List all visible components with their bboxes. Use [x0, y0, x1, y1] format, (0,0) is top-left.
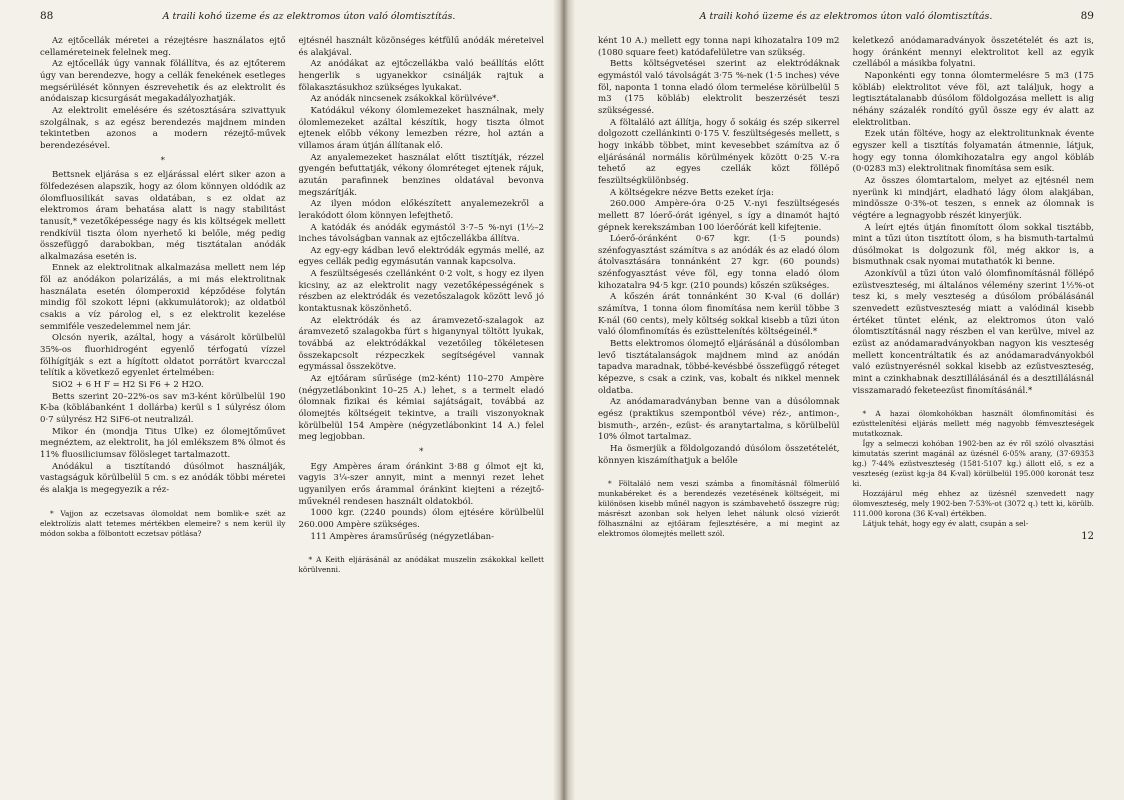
- paragraph: Ha ösmerjük a földolgozandó dúsólom összetételét, könnyen kiszámíthatjuk a belőle: [598, 443, 840, 466]
- footnote-text: Így a selmeczi kohóban 1902-ben az év ről szóló olvasztási kimutatás szerint magánál az üzésnél 6·05% arany, (37·69353 kg.) 7·44% ezüstveszteség (1581·5107 kg.) állott elő, s ez a veszteség (ezüst kg-ja 84 K-val) körülbelül 195.000 koronát tesz ki.: [852, 439, 1094, 489]
- paragraph: Az anyalemezeket használat előtt tisztítják, rézzel gyengén befuttatják, vékony ólomréteget ejtenek rájuk, azután parafinnek benzines oldatával bevonva megszárítják.: [298, 152, 544, 198]
- section-asterisk: *: [419, 446, 424, 457]
- running-title: A traili kohó üzeme és az elektromos úton való ólomtisztítás.: [162, 11, 456, 22]
- paragraph: Az ejtőcellák úgy vannak fölállítva, és az ejtőterem úgy van berendezve, hogy a cellák fenekének esetleges megsérülését könnyen észrevehetik és az elektrolit és anódaiszap kicsurgását megakadályozhatják.: [40, 59, 286, 105]
- paragraph: Az anódamaradványban benne van a dúsólomnak egész (praktikus szempontból véve) réz-, antimon-, bismuth-, arzén-, ezüst- és aranytartalma, s körülbelül 10% ólmot tartalmaz.: [598, 397, 840, 443]
- paragraph: Olcsón nyerik, azáltal, hogy a vásárolt körülbelül 35%-os fluorhidrogént egyenlő térfogatú vízzel fölhígítják s ezt a hígított oldatot porrátört kvarcczal telítik a következő egyenlet értelmében:: [40, 333, 286, 379]
- paragraph: A leírt ejtés útján finomított ólom sokkal tisztább, mint a tűzi úton tisztított ólom, s ha bismuth-tartalmú dúsólmokat is dolgozunk föl, még akkor is, a bismuthnak csak nyomai mutathatók ki benne.: [852, 222, 1094, 268]
- footnote-text: Hozzájárul még ehhez az üzésnél szenvedett nagy ólomveszteség, mely 1902-ben 7·53%-ot (3072 q.) tett ki, körülb. 111.000 korona (36 K-val) értékben.: [852, 489, 1094, 519]
- paragraph: Az elektródák és az áramvezető-szalagok az áramvezető szalagokba fúrt s higanynyal töltött lyukak, továbbá az elektródákkal vezetőileg tökéletesen összekapcsolt rézpeczkek segítségével vannak egymással összekötve.: [298, 315, 544, 373]
- paragraph: Anódákul a tisztítandó dúsólmot használják, vastagságuk körülbelül 5 cm. s ez anódák többi méretei és alakja is megegyezik a réz-: [40, 461, 286, 495]
- paragraph: Az elektrolit emelésére és szétosztására szivattyuk szolgálnak, s az egész berendezés majdnem minden tekintetben azonos a modern rézejtő-művek berendezésével.: [40, 105, 286, 151]
- right-page-columns: [598, 36, 1094, 543]
- paragraph: Naponkénti egy tonna ólomtermelésre 5 m3 (175 köbláb) elektrolitot véve föl, azt találjuk, hogy a legtisztátalanabb dúsólom földolgozása mellett is alig néhány százalék rondító gyűl össze egy év alatt az elektrolitban.: [852, 70, 1094, 128]
- paragraph: 260.000 Ampère-óra 0·25 V.-nyi feszültségesés mellett 87 lóerő-órát igényel, s így a dinamót hajtó gépnek kerekszámban 100 lóerőórát kell kifejtenie.: [598, 199, 840, 233]
- left-page-header: [40, 10, 544, 36]
- signature-mark: 12: [1081, 531, 1094, 543]
- right-column-1: [598, 36, 840, 543]
- footnote: [40, 509, 286, 539]
- footnote-text: Látjuk tehát, hogy egy év alatt, csupán a sel-: [862, 519, 1029, 529]
- right-column-2: [853, 36, 1095, 543]
- paragraph: Lóerő-óránként 0·67 kgr. (1·5 pounds) szénfogyasztást számítva s az anódák és az eladó ólom átolvasztására tonnánként 27 kgr. (60 pounds) szénfogyasztást véve föl, egy tonna eladó ólom kihozatalra 94·5 kgr. (210 pounds) kőszén szükséges.: [598, 234, 840, 291]
- paragraph: Az anódák nincsenek zsákokkal körülvéve*.: [310, 94, 500, 105]
- paragraph: Egy Ampères áram óránkint 3·88 g ólmot ejt ki, vagyis 3¼-szer annyit, mint a mennyi rezet lehet ugyanilyen erős árammal óránkint kiejteni a rézejtő-műveknél rendesen használt oldatokból.: [298, 461, 544, 507]
- paragraph: Betts szerint 20–22%-os sav m3-ként körülbelül 190 K-ba (köblábanként 1 dollárba) kerül s 1 súlyrész ólom 0·7 súlyrész H2 SiF6-ot neutralizál.: [40, 391, 286, 425]
- left-column-1: [40, 36, 286, 575]
- paragraph: ejtésnél használt közönséges kétfülű anódák méreteivel és alakjával.: [298, 36, 544, 58]
- paragraph: Az ilyen módon előkészített anyalemezekről a lerakódott ólom könnyen lefejthető.: [298, 199, 544, 221]
- left-page-columns: [40, 36, 544, 575]
- paragraph: Ennek az elektrolitnak alkalmazása mellett nem lép föl az anódákon polarizálás, a mi más elektrolitnak használata esetén ólomperoxid képződése folytán mindig föl szokott lépni (akkumulátorok); az oldatból csakis a víz párolog el, s ez elektrolit kezelése semmiféle veszedelemmel nem jár.: [40, 263, 286, 332]
- paragraph: keletkező anódamaradványok összetételét és azt is, hogy óránként mennyi elektrolitot kell az egyik czellából a másikba folyatni.: [852, 36, 1094, 70]
- paragraph: Azonkívül a tűzi úton való ólomfinomításnál föllépő ezüstveszteség, mi általános vélemény szerint 1½%-ot tesz ki, s mely veszteség a dúsólom próbálásánál szenvedett ezüstveszteség miatt a valódinál kisebb értéket tüntet elénk, az elektromos úton való ólomtisztításnál nagy részben el van kerülve, mivel az ezüst az anódamaradványokban nagyon kis veszteség mellett koncentráltatik és az anódamaradványokból való ezüstnyerésnél sokkal kisebb az ezüstveszteség, mint a czinkhabnak desztillálásánál és a desztillálásnál visszamaradó feketeezüst finomításánál.*: [852, 269, 1094, 396]
- page-number: 88: [40, 10, 54, 22]
- paragraph: Az egy-egy kádban levő elektródák egymás mellé, az egyes cellák pedig egymásután vannak kapcsolva.: [298, 245, 544, 268]
- left-column-2: [299, 36, 545, 575]
- paragraph: Az ejtőáram sűrűsége (m2-ként) 110–270 Ampère (négyzetlábonkint 10–25 A.) lehet, s a termelt eladó ólomnak fizikai és kémiai sajátságait, továbbá az ólomejtés költségeit tekintve, a traili viszonyoknak körülbelül 154 Ampère (négyzetlábonkint 14 A.) felel meg legjobban.: [298, 374, 544, 443]
- running-title: A traili kohó üzeme és az elektromos úton való ólomtisztítás.: [699, 11, 993, 22]
- paragraph: 111 Ampères áramsűrűség (négyzetlában-: [310, 531, 495, 542]
- paragraph: Az anódákat az ejtőczellákba való beállítás előtt hengerlik s ugyanekkor csinálják rajtuk a fölakasztásukhoz szükséges lyukakat.: [298, 59, 544, 93]
- paragraph: Bettsnek eljárása s ez eljárással elért siker azon a fölfedezésen alapszik, hogy az ólom könnyen oldódik az ólomfluosilikát savas oldatában, s ez oldat az elektromos áram behatása alatt is nagy stabilitást tanusít,* vezetőképessége nagy és kis költségek mellett rendkívül tiszta ólom nyerhető ki belőle, még pedig összefüggő darabokban, még tisztátalan anódák alkalmazása esetén is.: [40, 170, 286, 262]
- paragraph: A katódák és anódák egymástól 3·7–5 %-nyi (1½–2 inches távolságban vannak az ejtőczellákba állítva.: [298, 222, 544, 245]
- right-page: [562, 0, 1124, 800]
- footnote: [853, 409, 1095, 529]
- page-number: 89: [1080, 10, 1094, 22]
- footnote-text: * Vajjon az eczetsavas ólomoldat nem bomlik-e szét az elektrolízis alatt tetemes mértékben elemeire? s nem kerül ily módon sokba a fölbontott eczetsav pótlása?: [40, 508, 286, 538]
- footnote-text: * A Keith eljárásánál az anódákat muszelin zsákokkal kellett körülvenni.: [298, 555, 544, 575]
- paragraph: A költségekre nézve Betts ezeket írja:: [610, 187, 774, 198]
- paragraph: A föltaláló azt állítja, hogy ő sokáig és szép sikerrel dolgozott czellánkinti 0·175 V. feszültségesés mellett, s hogy inkább többet, mint kevesebbet számítva az ő eljárásánál normális körülmények között 0·25 V.-ra tehető az egyes czellák közt föllépő feszültségkülönbség.: [598, 117, 840, 186]
- paragraph: Mikor én (mondja Titus Ulke) ez ólomejtőművet megnéztem, az elektrolit, ha jól emlékszem 8% ólmot és 11% fluosiliciumsav fölösleget tartalmazott.: [40, 426, 286, 460]
- paragraph: Katódákul vékony ólomlemezeket használnak, mely ólomlemezeket azáltal készítik, hogy tiszta ólmot ejtenek előbb vékony lemezben rézre, hol aztán a villamos áram útján állítanak elő.: [298, 105, 544, 151]
- paragraph: Betts elektromos ólomejtő eljárásánál a dúsólomban levő tisztátalanságok majdnem mind az anódán tapadva maradnak, többé-kevésbbé összefüggő réteget képezve, s csak a czink, vas, kobalt és nikkel mennek oldatba.: [598, 339, 840, 396]
- paragraph: Az összes ólomtartalom, melyet az ejtésnél nem nyerünk ki mindjárt, eladható lágy ólom alakjában, mindössze 0·3%-ot teszen, s ennek az ólomnak is végtére a legnagyobb részét kinyerjük.: [852, 175, 1094, 221]
- equation: SiO2 + 6 H F = H2 Si F6 + 2 H2O.: [52, 380, 204, 391]
- right-page-header: [598, 10, 1094, 36]
- paragraph: A feszültségesés czellánként 0·2 volt, s hogy ez ilyen kicsiny, az az elektrolit nagy vezetőképességének s részben az elektródák és vezetőszalagok között levő jó kontaktusnak köszönhető.: [298, 269, 544, 315]
- paragraph: Ezek után föltéve, hogy az elektrolitunknak évente egyszer kell a tisztítás folyamatán átmennie, látjuk, hogy egy tonna ólomkihozatalra egy angol köbláb (0·0283 m3) elektrolitnak finomítása sem esik.: [852, 129, 1094, 175]
- paragraph: 1000 kgr. (2240 pounds) ólom ejtésére körülbelül 260.000 Ampère szükséges.: [298, 508, 544, 530]
- paragraph: A kőszén árát tonnánként 30 K-val (6 dollár) számítva, 1 tonna ólom finomítása nem kerül többe 3 K-nál (60 cents), mely költség sokkal kisebb a tűzi úton való ólomfinomítás és ezüsttelenítés költségeinél.*: [598, 292, 840, 338]
- footnote: [598, 479, 840, 539]
- paragraph: ként 10 A.) mellett egy tonna napi kihozatalra 109 m2 (1080 square feet) katódafelületre van szükség.: [598, 36, 840, 58]
- footnote: [299, 555, 545, 575]
- section-asterisk: *: [160, 155, 165, 166]
- paragraph: Betts költségvetései szerint az elektródáknak egymástól való távolságát 3·75 %-nek (1·5 inches) véve föl, naponta 1 tonna eladó ólom termelése körülbelül 5 m3 (175 köbláb) elektrolit beszerzését teszi szükségessé.: [598, 59, 840, 116]
- paragraph: Az ejtőcellák méretei a rézejtésre használatos ejtő cellaméreteinek felelnek meg.: [40, 36, 286, 58]
- footnote-text: * A hazai ólomkohókban használt ólomfinomítási és ezüsttelenítési eljárás mellett még nagyobb fémveszteségek mutatkoznak.: [852, 409, 1094, 439]
- footnote-text: * Föltaláló nem veszi számba a finomításnál fölmerülő munkabéreket és a berendezés vezetésének költségeit, mi különösen kisebb műnél nagyon is számbavehető összegre rúg; másrészt azonban sok helyen lehet nálunk olcsó vízierőt fölhasználni az ejtőáram fejlesztésére, a mi megint az elektromos ólomejtés mellett szól.: [598, 479, 840, 539]
- book-gutter: [553, 0, 575, 800]
